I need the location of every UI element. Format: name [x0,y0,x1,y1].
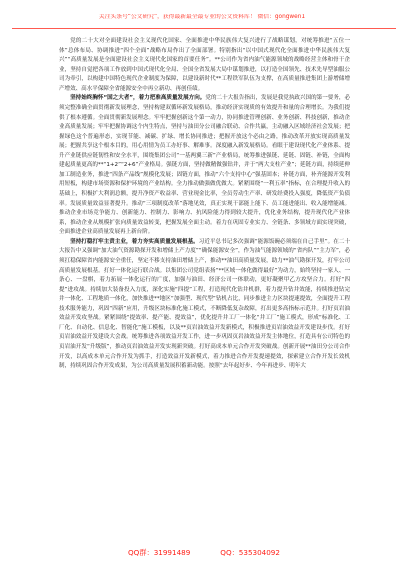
promo-banner: 关注头条号“公文研究”，获得最新最全最专业的公文资料库！ 微信：gongwen1 [98,14,306,20]
paragraph-text: 习近平总书记多次强调“能源饭碗必须端在自己手里”。在二十大报告中又强调“加大油气资源勘探开发和增储上产力度”“确保能源安全”，作为油气能源领域的“省内队”“主力军”，必须扛稳保障省内能源安全重任，坚定不移支持油田增储上产，推动**油田高质量发展，助力**油气勘探开发，打牢公司高质量发展根基。打好一体化运行联合战。以集团公司党组表扬“**区域一体化做得最好”为动力，始终坚持一家人、一条心、一盘棋，着力拓展一体化运行的广度，加强与油田、经济公司一体联动，更好凝聚甲乙方攻坚合力。打好“四提”进攻战。持续加大装备投入力度，深化实施“四提”工程，打造现代化钻井机群，着力提升钻井效能，持续推进钻完井一体化、工程地质一体化，加快推进**地区“加强型、现代型”钻机占比，同步推进主力区块提速提效，全面提升工程技术服务能力，巩固“四新”应用，升级区块标准化施工模式，不断降低复杂故障，打出更多高指标示范井。打好页岩油效益开发攻坚战。紧紧围绕“提效率、提产能、提效益”，优化提升井工厂一体化“井工厂”施工模式，形成“标准化、工厂化、自动化、信息化、智能化”施工模板，以及**页岩油效益开发新模式，积极推进页岩油效益开发建设步伐。打好页岩油效益开发建设大会战。统筹推进各项效益开发工作，进一步巩固页岩油效益开发主体地位，打造具有公司特色的页岩油开发“升级版”，推动页岩油效益开发实现新突破。打好高成本单元合作开发突破战。创新开展**油田分公司合作开发，以高成本单元合作开发为抓手，打造效益开发新模式，着力推进合作开发提速提效，探索建立合作开发长效机制，持续巩固合作开发成果，为公司高质量发展积蓄新动能。按照“去年起好步、今年再进步、明年大 [59,238,350,370]
paragraph-direction [59,94,350,237]
paragraph-text: 党的二十大报告指出，发展是我党执政兴国的第一要务，必须完整准确全面贯彻新发展理念，坚持构建双循环新发展格局，推动经济实现质的有效提升和量的合理增长。为我们提供了根本遵循。全面贯彻新发展理念。牢牢把握创新这个第一动力，协同推进管理创新、业务创新、科技创新，推动企业高质量发展；牢牢把握协调这个内生特点，坚持与油田分公司融合联动、合作共赢，主动融入区域经济社会发展；把握绿色这个普遍形态，实现节能、减碳、扩绿、增长协同推进；把握开放这个必由之路，推动改革开放实现高质量发展；把握共享这个根本目的，用心用情为员工办好事、解难事。深度融入新发展格局。看眼于建设现代化产业体系、提升产业链供应链韧性和安全水平，围绕集团公司“一基两翼三新”产业格局，统筹推进强链、延链、固链、补链，全面构建起质量更高的**“1+2”“2+6”产业格局。强链方面，坚持做精做强钻井，并于“两大支柱产业”；延链方面，持续延伸加工制造业务，推进“四条产品线”规模化发展；固链方面，推动“六个支持中心”强基固本；补链方面，补齐能源开发利用短板，构建市场资源和保护环境的产业结构。全力推动做强做优做大。紧紧围绕“一利五率”指标，在合理提升收入的基础上，积极扩大利润总额，提升净资产收益率、营业现金比率，全员劳动生产率、研发经费投入强度，降低资产负债率。发展质量效益显著提升。推动“三项制度改革”落地见效，真正实现干部能上能下、员工能进能出、收入能增能减。推动企业市场竞争能力、创新能力、控制力、影响力、抗风险能力得到较大提升，优化业务结构，提升现代化产业体系，推动企业从规模扩张向质量效益转变，把握发展全面主动。着力在巩固专业实力、全链条、多领域方面实现突破，全面推进企业高质量发展再上新台阶。 [59,95,350,236]
paragraph-heading: 坚持始终胸怀“国之大者”，着力把准高质量发展方向。 [70,95,206,102]
document-body [59,37,350,535]
paragraph-text: 党的二十大对全面建设社会主义现代化国家、全面推进中华民族伟大复兴进行了战略谋划，对统筹推进“五位一体”总体布局、协调推进“四个全面”战略布局作出了全面部署。特别指出“以中国式现代化全面推进中华民族伟大复兴”“高质量发展是全面建设社会主义现代化国家的首要任务”。**公司作为省内油气能源领域的战略经营主体和骨干企业，坚持自觉把各项工作放到中国式现代化全局、全国全省发展大局中谋划推进，以打造全国领先、技术先导型油服公司为牵引，以构建中国特色现代企业制度为保障，以建设新时代**工程铁军队伍为支撑，在高质量推进集团上游增储增产增效、高水平保障全省能源安全中再立新功、再创佳绩。 [59,38,350,92]
banner-divider [12,28,396,29]
contact-footer [0,548,408,558]
paragraph-heading: 坚持打稳打牢主责主业，着力夯实高质量发展根基。 [70,238,199,245]
qq-group: QQ群：31991489 [128,548,191,557]
paragraph-foundation [59,238,350,372]
qq-contact: QQ：535304092 [220,548,280,557]
paragraph-intro [59,37,350,94]
